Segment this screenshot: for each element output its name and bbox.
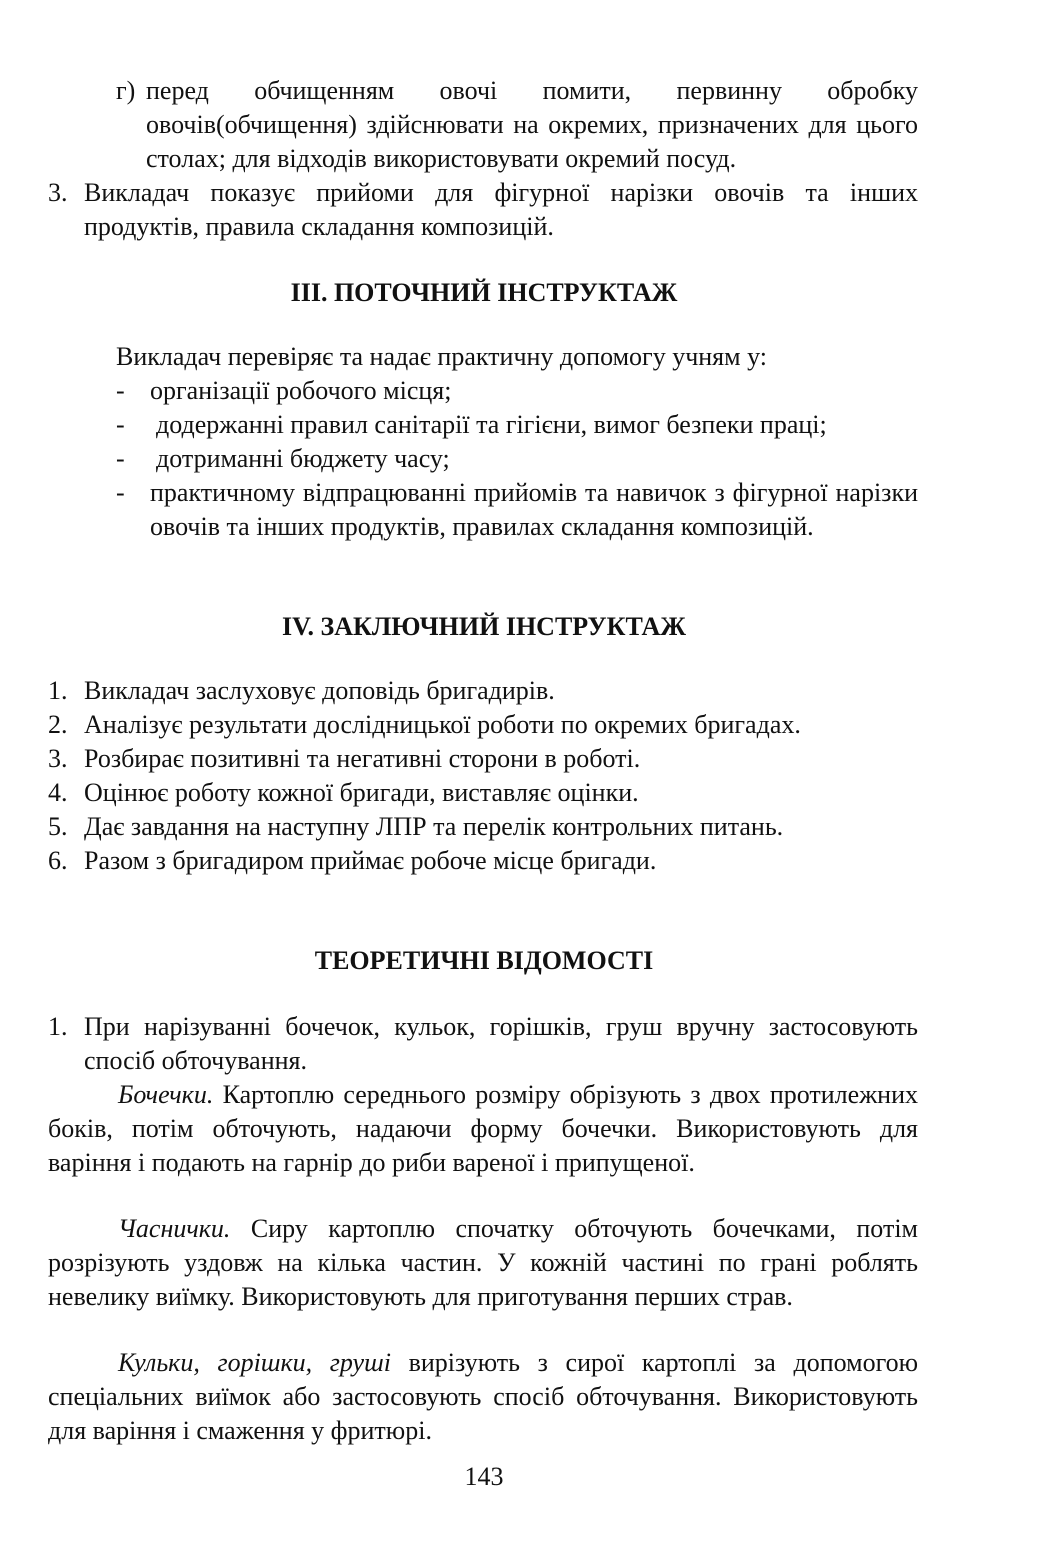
section-heading: ІІІ. ПОТОЧНИЙ ІНСТРУКТАЖ bbox=[290, 278, 678, 307]
page-number: 143 bbox=[464, 1462, 504, 1491]
paragraph-kulky bbox=[48, 1346, 918, 1448]
paragraph-text: Картоплю середнього розміру обрізують з двох протилежних боків, потім обточують, надаючи форму бочечки. Використовують для варіння і подають на гарнір до риби вареної і припущеної. bbox=[48, 1080, 918, 1177]
bullet-text: додержанні правил санітарії та гігієни, вимог безпеки праці; bbox=[156, 410, 827, 439]
list-item-text: При нарізуванні бочечок, кульок, горішків, груш вручну застосовують спосіб обточування. bbox=[84, 1012, 918, 1075]
list-item-text: Разом з бригадиром приймає робоче місце бригади. bbox=[84, 846, 657, 875]
bullet-text: практичному відпрацюванні прийомів та навичок з фігурної нарізки овочів та інших продуктів, правилах складання композицій. bbox=[150, 478, 918, 541]
term: Часнички. bbox=[118, 1214, 231, 1243]
list-item bbox=[48, 844, 918, 878]
theory-item-1 bbox=[48, 1010, 918, 1078]
list-marker: 2. bbox=[48, 710, 68, 739]
bullet-item bbox=[116, 408, 918, 442]
list-marker: 5. bbox=[48, 812, 68, 841]
list-item bbox=[48, 810, 918, 844]
list-marker: 3. bbox=[48, 744, 68, 773]
list-marker: 4. bbox=[48, 778, 68, 807]
bullet-item bbox=[116, 374, 918, 408]
paragraph-chasnychky bbox=[48, 1212, 918, 1314]
bullet-text: дотриманні бюджету часу; bbox=[156, 444, 450, 473]
bullet-marker: - bbox=[116, 410, 125, 439]
section-heading: IV. ЗАКЛЮЧНИЙ ІНСТРУКТАЖ bbox=[282, 612, 686, 641]
list-item-text: Розбирає позитивні та негативні сторони в роботі. bbox=[84, 744, 641, 773]
list-item-text: Оцінює роботу кожної бригади, виставляє оцінки. bbox=[84, 778, 639, 807]
paragraph-text: вирізують з сирої картоплі за допомогою спеціальних виїмок або застосовують спосіб обточування. Використовують для варіння і смаження у фритюрі. bbox=[48, 1348, 919, 1445]
paragraph-bochechky bbox=[48, 1078, 918, 1180]
list-item-text: Викладач показує прийоми для фігурної нарізки овочів та інших продуктів, правила складання композицій. bbox=[84, 178, 918, 241]
bullet-marker: - bbox=[116, 478, 125, 507]
list-marker: 1. bbox=[48, 676, 68, 705]
term: Кульки, горішки, груші bbox=[118, 1348, 391, 1377]
list-item-text: перед обчищенням овочі помити, первинну обробку овочів(обчищення) здійснювати на окремих, призначених для цього столах; для відходів використовувати окремий посуд. bbox=[146, 76, 918, 173]
list-item-text: Дає завдання на наступну ЛПР та перелік контрольних питань. bbox=[84, 812, 784, 841]
bullet-marker: - bbox=[116, 376, 125, 405]
list-marker: 6. bbox=[48, 846, 68, 875]
bullet-list bbox=[116, 374, 918, 544]
bullet-item bbox=[116, 476, 918, 544]
list-marker: 3. bbox=[48, 178, 68, 207]
bullet-item bbox=[116, 442, 918, 476]
list-marker: г) bbox=[116, 76, 136, 105]
list-item-g bbox=[116, 74, 918, 176]
bullet-marker: - bbox=[116, 444, 125, 473]
list-item-text: Викладач заслуховує доповідь бригадирів. bbox=[84, 676, 555, 705]
list-item bbox=[48, 674, 918, 708]
list-item bbox=[48, 708, 918, 742]
term: Бочечки. bbox=[118, 1080, 214, 1109]
paragraph-text: Сиру картоплю спочатку обточують бочечками, потім розрізують уздовж на кілька частин. У кожній частині по грані роблять невелику виїмку. Використовують для приготування перших страв. bbox=[48, 1214, 918, 1311]
numbered-list bbox=[48, 674, 918, 878]
list-item-text: Аналізує результати дослідницької роботи по окремих бригадах. bbox=[84, 710, 801, 739]
list-item bbox=[48, 776, 918, 810]
section-heading: ТЕОРЕТИЧНІ ВІДОМОСТІ bbox=[314, 946, 654, 975]
list-marker: 1. bbox=[48, 1012, 68, 1041]
list-item bbox=[48, 742, 918, 776]
section-lead: Викладач перевіряє та надає практичну допомогу учням у: bbox=[116, 342, 767, 371]
list-item-3 bbox=[48, 176, 918, 244]
bullet-text: організації робочого місця; bbox=[150, 376, 452, 405]
